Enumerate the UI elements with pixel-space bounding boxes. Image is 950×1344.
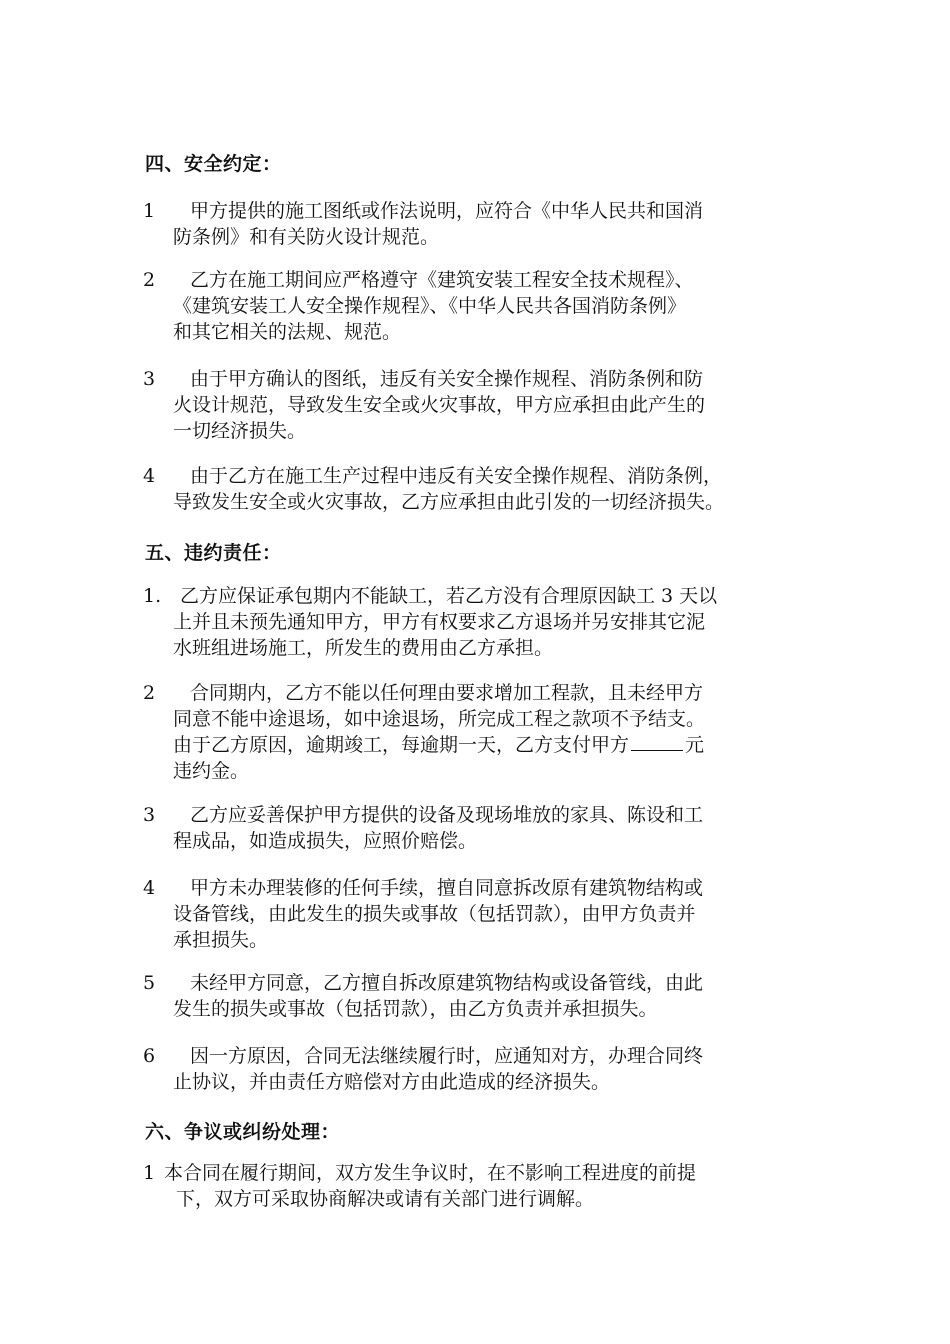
- item-line: 因一方原因，合同无法继续履行时，应通知对方，办理合同终: [190, 1045, 704, 1067]
- blank-unit: 元: [685, 734, 705, 756]
- liability-item-1: [143, 583, 823, 661]
- item-line: 《建筑安装工人安全操作规程》、《中华人民共各国消防条例》: [173, 295, 687, 317]
- item-line: 和其它相关的法规、规范。: [173, 321, 402, 343]
- liability-item-6: [143, 1043, 823, 1095]
- item-number: 3: [143, 368, 156, 390]
- item-number: 1: [143, 1162, 156, 1184]
- item-number: 1.: [143, 585, 162, 607]
- liability-item-2: [143, 680, 823, 784]
- item-line: 合同期内，乙方不能以任何理由要求增加工程款，且未经甲方: [190, 682, 704, 704]
- section-heading-safety: 四、安全约定：: [145, 153, 282, 175]
- item-number: 4: [143, 465, 156, 487]
- dispute-item-1: [143, 1160, 823, 1212]
- safety-item-3: [143, 366, 823, 444]
- item-line: 设备管线，由此发生的损失或事故（包括罚款），由甲方负责并: [173, 903, 696, 925]
- item-line: 同意不能中途退场，如中途退场，所完成工程之款项不予结支。: [173, 708, 706, 730]
- item-line: 由于甲方确认的图纸，违反有关安全操作规程、消防条例和防: [190, 368, 704, 390]
- item-line: 发生的损失或事故（包括罚款），由乙方负责并承担损失。: [173, 998, 658, 1020]
- item-number: 4: [143, 877, 156, 899]
- item-number: 6: [143, 1045, 156, 1067]
- item-line: 上并且未预先通知甲方，甲方有权要求乙方退场并另安排其它泥: [173, 611, 706, 633]
- fill-in-blank[interactable]: [631, 732, 683, 751]
- liability-item-5: [143, 970, 823, 1022]
- item-line: 程成品，如造成损失，应照价赔偿。: [173, 830, 478, 852]
- item-line: 承担损失。: [173, 929, 269, 951]
- item-line-text: 由于乙方原因，逾期竣工，每逾期一天，乙方支付甲方: [173, 734, 630, 756]
- safety-item-1: [143, 198, 823, 250]
- item-number: 2: [143, 269, 156, 291]
- item-line: 止协议，并由责任方赔偿对方由此造成的经济损失。: [173, 1071, 611, 1093]
- item-number: 5: [143, 972, 156, 994]
- item-line: 导致发生安全或火灾事故，乙方应承担由此引发的一切经济损失。: [173, 491, 725, 513]
- item-line: 甲方未办理装修的任何手续，擅自同意拆改原有建筑物结构或: [190, 877, 704, 899]
- item-line: 水班组进场施工，所发生的费用由乙方承担。: [173, 637, 554, 659]
- item-line: 违约金。: [173, 760, 250, 782]
- section-heading-liability: 五、违约责任：: [145, 542, 282, 564]
- item-line: 乙方应妥善保护甲方提供的设备及现场堆放的家具、陈设和工: [190, 804, 704, 826]
- item-line: 乙方在施工期间应严格遵守《建筑安装工程安全技术规程》、: [190, 269, 694, 291]
- item-line: 未经甲方同意，乙方擅自拆改原建筑物结构或设备管线，由此: [190, 972, 704, 994]
- item-line: 本合同在履行期间，双方发生争议时，在不影响工程进度的前提: [164, 1162, 697, 1184]
- item-line: 一切经济损失。: [173, 420, 307, 442]
- item-number: 2: [143, 682, 156, 704]
- item-line-with-blank: [143, 732, 823, 758]
- item-line: 乙方应保证承包期内不能缺工，若乙方没有合理原因缺工 3 天以: [180, 585, 718, 607]
- item-line: 甲方提供的施工图纸或作法说明，应符合《中华人民共和国消: [190, 200, 704, 222]
- safety-item-2: [143, 267, 823, 345]
- item-line: 由于乙方在施工生产过程中违反有关安全操作规程、消防条例，: [190, 465, 723, 487]
- liability-item-3: [143, 802, 823, 854]
- item-number: 3: [143, 804, 156, 826]
- liability-item-4: [143, 875, 823, 953]
- item-line: 火设计规范，导致发生安全或火灾事故，甲方应承担由此产生的: [173, 394, 706, 416]
- item-line: 防条例》和有关防火设计规范。: [173, 226, 440, 248]
- item-line: 下，双方可采取协商解决或请有关部门进行调解。: [176, 1188, 595, 1210]
- section-heading-disputes: 六、争议或纠纷处理：: [145, 1121, 341, 1143]
- safety-item-4: [143, 463, 823, 515]
- item-number: 1: [143, 200, 156, 222]
